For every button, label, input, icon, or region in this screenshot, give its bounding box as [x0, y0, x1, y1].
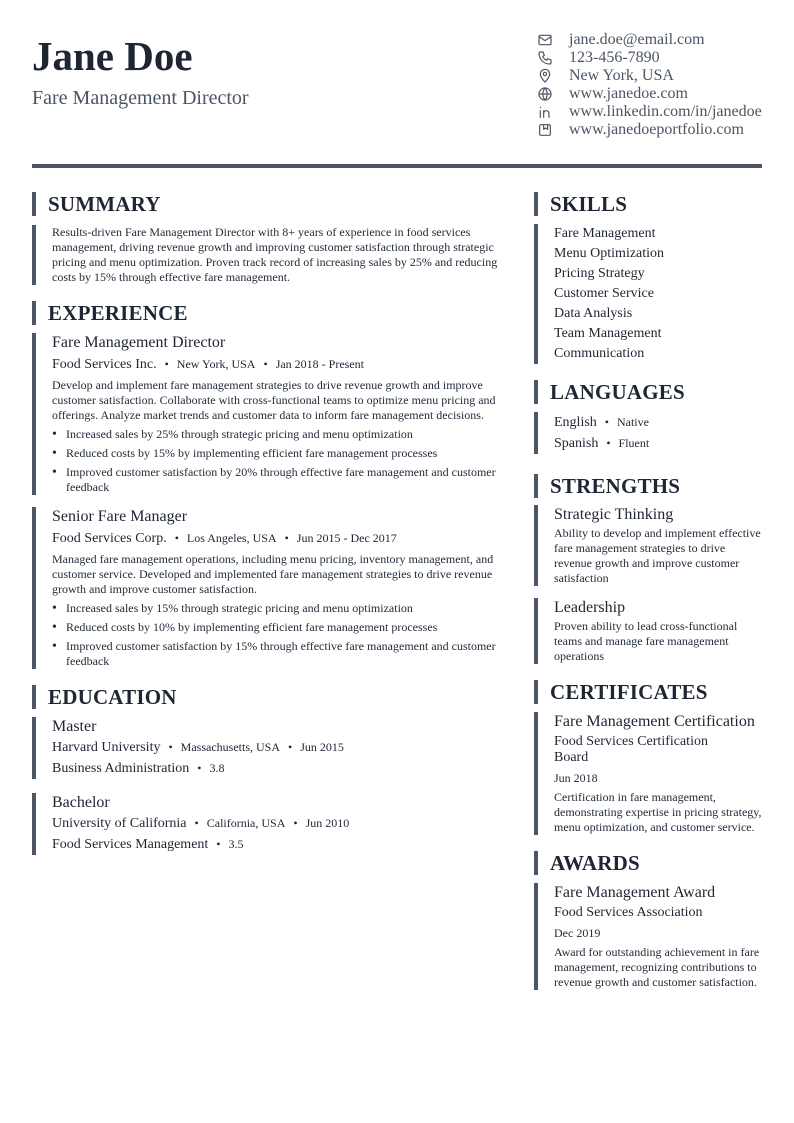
languages-block	[534, 412, 764, 454]
education-degree: Bachelor	[52, 794, 110, 811]
award-description: Award for outstanding achievement in fare management, recognizing contributions to revenue growth and customer satisfaction.	[554, 945, 760, 989]
globe-icon	[536, 85, 554, 103]
contact-list	[536, 31, 776, 139]
job-company: Food Services Corp.	[52, 531, 167, 546]
separator-dot: •	[168, 740, 173, 754]
language-level: Native	[616, 415, 649, 429]
education-date: Jun 2010	[305, 816, 350, 830]
education-item	[32, 793, 510, 855]
contact-text: New York, USA	[569, 67, 674, 84]
job-title: Senior Fare Manager	[52, 508, 188, 525]
separator-dot: •	[606, 436, 611, 450]
contact-text: jane.doe@email.com	[569, 31, 705, 48]
separator-dot: •	[604, 415, 609, 429]
strength-item	[534, 598, 764, 664]
list-item: • Improved customer satisfaction by 20% through effective fare management and customer feedback	[52, 465, 510, 495]
language-level: Fluent	[618, 436, 650, 450]
job-location: New York, USA	[176, 357, 256, 371]
separator-dot: •	[174, 531, 179, 545]
strength-name: Leadership	[554, 599, 626, 616]
separator-dot: •	[293, 816, 298, 830]
certificate-issuer: Food Services Certification Board	[554, 734, 708, 765]
experience-heading: EXPERIENCE	[32, 301, 510, 325]
location-icon	[536, 67, 554, 85]
phone-icon	[536, 49, 554, 67]
separator-dot: •	[216, 837, 221, 851]
job-bullets	[52, 601, 510, 669]
header-divider	[32, 164, 762, 168]
skills-block	[534, 224, 764, 364]
languages-heading: LANGUAGES	[534, 380, 764, 404]
education-meta	[52, 737, 510, 758]
separator-dot: •	[194, 816, 199, 830]
contact-portfolio[interactable]	[536, 121, 776, 139]
certificate-description: Certification in fare management, demonstrating expertise in pricing strategy, menu optimization, and customer service.	[554, 790, 762, 834]
job-dates: Jun 2015 - Dec 2017	[296, 531, 397, 545]
skill-item: Team Management	[554, 326, 662, 341]
portfolio-icon	[536, 121, 554, 139]
certificate-item	[534, 712, 764, 835]
education-field: Food Services Management	[52, 837, 209, 852]
job-dates: Jan 2018 - Present	[275, 357, 365, 371]
summary-block	[32, 225, 510, 285]
skill-item: Pricing Strategy	[554, 266, 645, 281]
skills-heading: SKILLS	[534, 192, 764, 216]
award-name: Fare Management Award	[554, 884, 716, 901]
separator-dot: •	[263, 357, 268, 371]
strength-description: Ability to develop and implement effective fare management strategies to drive revenue growth and improve customer satisfaction	[554, 526, 761, 585]
strength-description: Proven ability to lead cross-functional teams and manage fare management operations	[554, 619, 738, 663]
resume-header	[32, 30, 762, 150]
education-field-row	[52, 758, 510, 779]
contact-linkedin[interactable]	[536, 103, 776, 121]
linkedin-icon	[536, 103, 554, 121]
list-item: • Reduced costs by 15% by implementing efficient fare management processes	[52, 446, 510, 461]
award-issuer: Food Services Association	[554, 905, 703, 920]
award-date: Dec 2019	[554, 926, 601, 940]
contact-text: 123-456-7890	[569, 49, 660, 66]
contact-email[interactable]	[536, 31, 776, 49]
left-column	[32, 190, 510, 855]
award-item	[534, 883, 764, 990]
job-company: Food Services Inc.	[52, 357, 157, 372]
separator-dot: •	[164, 357, 169, 371]
job-location: Los Angeles, USA	[186, 531, 277, 545]
strengths-heading: STRENGTHS	[534, 474, 764, 498]
separator-dot: •	[284, 531, 289, 545]
job-meta	[52, 354, 510, 375]
education-meta	[52, 813, 510, 834]
job-description: Managed fare management operations, including menu pricing, inventory management, and customer service. Developed and implemented fare management strategies to drive revenue growth and improve customer satisfaction.	[52, 552, 494, 596]
strength-name: Strategic Thinking	[554, 506, 674, 523]
education-location: California, USA	[206, 816, 286, 830]
contact-website[interactable]	[536, 85, 776, 103]
list-item: • Increased sales by 15% through strategic pricing and menu optimization	[52, 601, 510, 616]
language-item	[554, 433, 764, 454]
education-location: Massachusetts, USA	[180, 740, 280, 754]
contact-location	[536, 67, 776, 85]
list-item: • Reduced costs by 10% by implementing efficient fare management processes	[52, 620, 510, 635]
summary-heading: SUMMARY	[32, 192, 510, 216]
skill-item: Data Analysis	[554, 306, 633, 321]
experience-item	[32, 507, 510, 669]
certificate-date: Jun 2018	[554, 771, 598, 785]
education-field: Business Administration	[52, 761, 190, 776]
job-title: Fare Management Director	[52, 334, 226, 351]
job-bullets	[52, 427, 510, 495]
contact-text: www.janedoeportfolio.com	[569, 121, 744, 138]
education-degree: Master	[52, 718, 97, 735]
job-meta	[52, 528, 510, 549]
list-item: • Increased sales by 25% through strategic pricing and menu optimization	[52, 427, 510, 442]
contact-text: www.janedoe.com	[569, 85, 688, 102]
skill-item: Communication	[554, 346, 645, 361]
contact-text: www.linkedin.com/in/janedoe	[569, 103, 762, 120]
skill-item: Fare Management	[554, 226, 656, 241]
education-school: University of California	[52, 816, 187, 831]
candidate-name: Jane Doe	[32, 33, 193, 79]
education-heading: EDUCATION	[32, 685, 510, 709]
separator-dot: •	[197, 761, 202, 775]
awards-heading: AWARDS	[534, 851, 764, 875]
education-gpa: 3.5	[228, 837, 244, 851]
certificate-name: Fare Management Certification	[554, 713, 755, 730]
language-name: Spanish	[554, 436, 599, 451]
email-icon	[536, 31, 554, 49]
education-date: Jun 2015	[300, 740, 344, 754]
list-item: • Improved customer satisfaction by 15% through effective fare management and customer feedback	[52, 639, 510, 669]
education-field-row	[52, 834, 510, 855]
strength-item	[534, 505, 764, 586]
contact-phone[interactable]	[536, 49, 776, 67]
separator-dot: •	[288, 740, 293, 754]
experience-item	[32, 333, 510, 495]
skill-item: Menu Optimization	[554, 246, 665, 261]
language-item	[554, 412, 764, 433]
certificates-heading: CERTIFICATES	[534, 680, 764, 704]
skill-item: Customer Service	[554, 286, 654, 301]
education-item	[32, 717, 510, 779]
right-column	[534, 190, 764, 990]
summary-text: Results-driven Fare Management Director with 8+ years of experience in food services management, driving revenue growth and improving customer satisfaction through strategic pricing and menu optimization. Proven track record of increasing sales by 25% and reducing costs by 15% through effective fare management.	[52, 225, 498, 284]
candidate-title: Fare Management Director	[32, 87, 249, 109]
education-school: Harvard University	[52, 740, 161, 755]
language-name: English	[554, 415, 597, 430]
job-description: Develop and implement fare management strategies to drive revenue growth and improve customer satisfaction. Collaborate with cross-functional teams to optimize menu pricing and offerings. Analyze market trends and customer data to inform fare management decisions.	[52, 378, 496, 422]
education-gpa: 3.8	[209, 761, 225, 775]
